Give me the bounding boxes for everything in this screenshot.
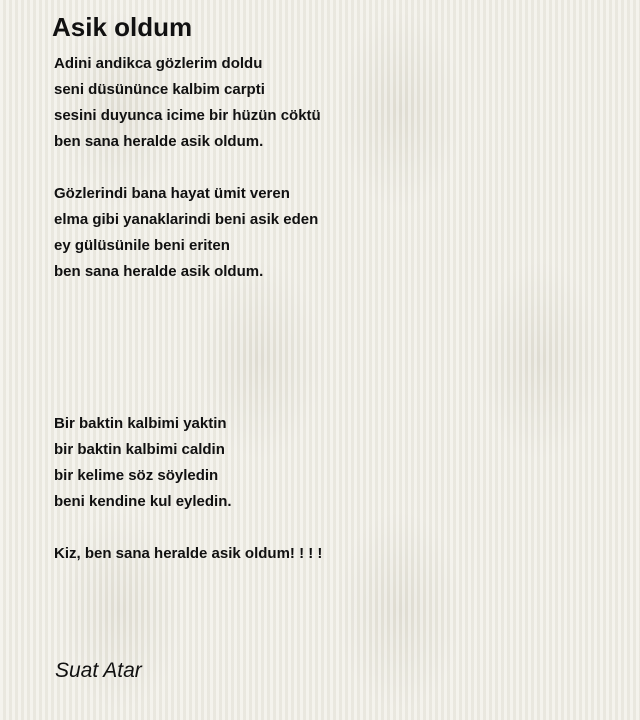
- stanza-1: [54, 51, 614, 155]
- poem-title: Asik oldum: [52, 12, 193, 42]
- poem-body: [54, 51, 614, 567]
- stanza-3: [54, 411, 614, 515]
- stanza-2: [54, 181, 614, 285]
- poem-line: elma gibi yanaklarindi beni asik eden: [54, 211, 319, 228]
- poem-line: Bir baktin kalbimi yaktin: [54, 415, 227, 432]
- stanza-gap: [54, 285, 614, 411]
- poem-closing-line: Kiz, ben sana heralde asik oldum! ! ! !: [54, 545, 323, 562]
- poem-line: ben sana heralde asik oldum.: [54, 263, 264, 280]
- poem-line: Gözlerindi bana hayat ümit veren: [54, 185, 290, 202]
- poem-line: ey gülüsünile beni eriten: [54, 237, 230, 254]
- closing-stanza: [54, 541, 614, 567]
- poem-line: bir kelime söz söyledin: [54, 467, 219, 484]
- poem-line: bir baktin kalbimi caldin: [54, 441, 225, 458]
- poem-line: sesini duyunca icime bir hüzün cöktü: [54, 107, 321, 124]
- poem-line: seni düsününce kalbim carpti: [54, 81, 265, 98]
- poem-line: ben sana heralde asik oldum.: [54, 133, 264, 150]
- stanza-gap: [54, 155, 614, 181]
- stanza-gap: [54, 515, 614, 541]
- poem-line: Adini andikca gözlerim doldu: [54, 55, 263, 72]
- author-name: Suat Atar: [55, 659, 142, 682]
- poem-line: beni kendine kul eyledin.: [54, 493, 232, 510]
